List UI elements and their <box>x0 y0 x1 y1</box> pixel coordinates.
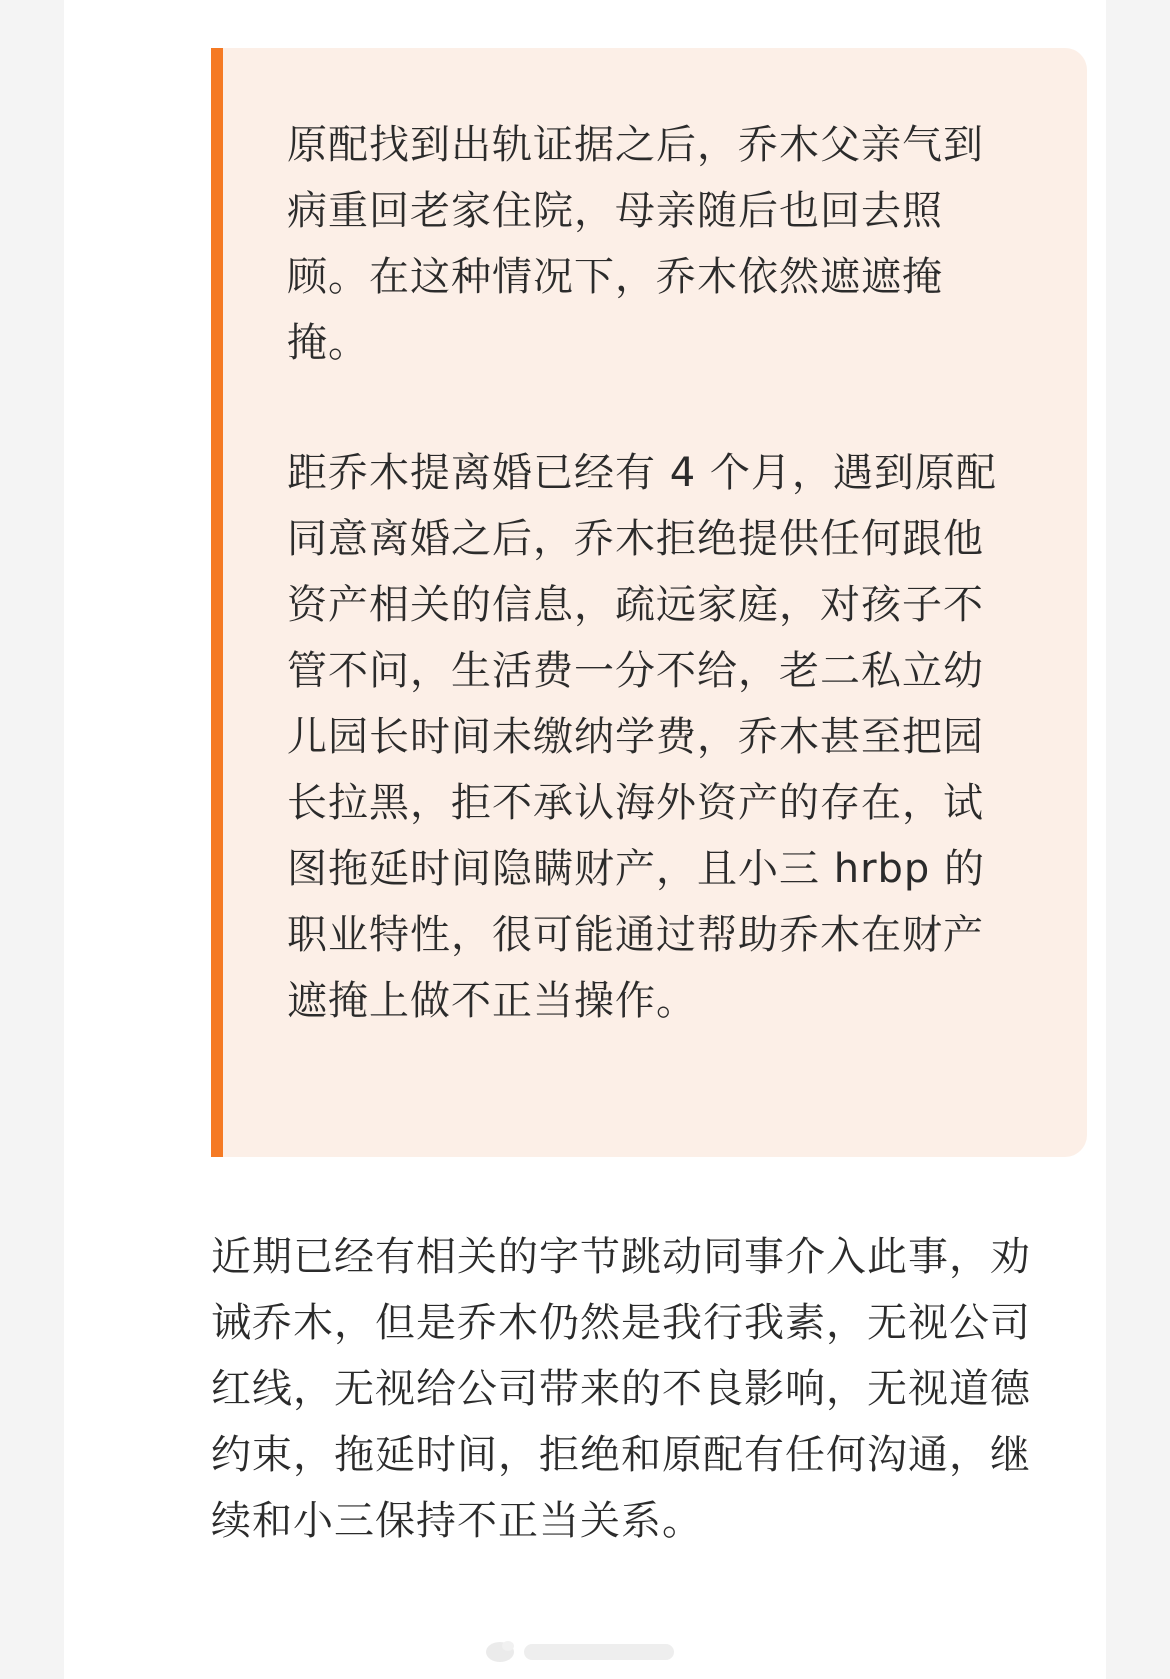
quote-paragraph: 原配找到出轨证据之后，乔木父亲气到病重回老家住院，母亲随后也回去照顾。在这种情况下，乔木依然遮遮掩掩。 <box>287 122 984 366</box>
quote-paragraph: 距乔木提离婚已经有 4 个月，遇到原配同意离婚之后，乔木拒绝提供任何跟他资产相关的信息，疏远家庭，对孩子不管不问，生活费一分不给，老二私立幼儿园长时间未缴纳学费，乔木甚至把园长拉黑，拒不承认海外资产的存在，试图拖延时间隐瞒财产，且小三 hrbp 的职业特性，很可能通过帮助乔木在财产遮掩上做不正当操作。 <box>287 450 997 1024</box>
article-page <box>64 0 1106 1679</box>
blockquote <box>211 48 1087 1157</box>
body-paragraph: 近期已经有相关的字节跳动同事介入此事，劝诫乔木，但是乔木仍然是我行我素，无视公司红线，无视给公司带来的不良影响，无视道德约束，拖延时间，拒绝和原配有任何沟通，继续和小三保持不正当关系。 <box>211 1234 1031 1544</box>
watermark-logo <box>480 1632 690 1672</box>
